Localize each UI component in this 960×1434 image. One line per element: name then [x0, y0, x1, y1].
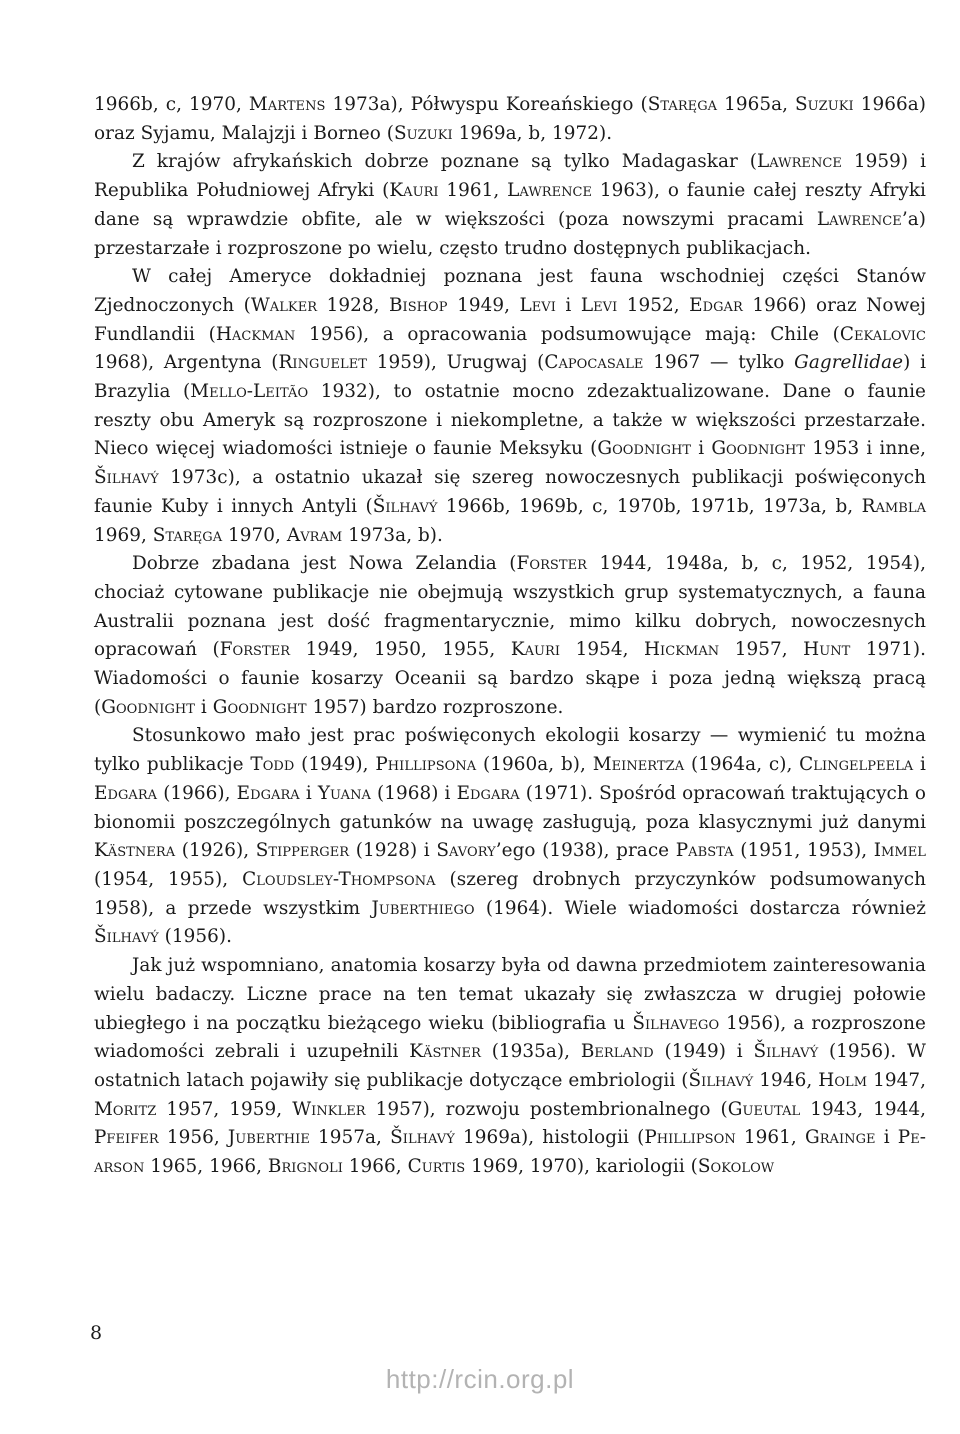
text-run: 1966b, 1969b, c, 1970b, 1971b, 1973a, b,	[437, 495, 862, 517]
text-run: 1971). Wiadomości o faunie kosarzy Oceanii są bardzo skąpe i poza jedną większą pracą (	[94, 639, 926, 718]
text-run: 1952,	[617, 294, 690, 316]
text-run: 1957), rozwoju postembrionalnego (	[365, 1098, 728, 1120]
text-run: 1953 i inne,	[805, 438, 926, 460]
author-name: Capocasale	[544, 352, 644, 374]
text-run: 1957, 1959,	[156, 1098, 293, 1120]
text-run: (1968) i	[370, 782, 457, 804]
author-name: Levi	[580, 294, 618, 316]
text-run: (1926),	[175, 840, 256, 862]
text-run: 1928,	[317, 294, 389, 316]
author-name: Avram	[286, 524, 343, 546]
author-name: Phillipsona	[375, 754, 477, 776]
author-name: Forster	[219, 639, 291, 661]
text-run: 1957,	[719, 639, 804, 661]
author-name: Walker	[250, 294, 318, 316]
author-name: Immel	[873, 840, 926, 862]
text-run: i	[299, 782, 318, 804]
text-run: 1967 — tylko	[643, 352, 795, 374]
text-run: i	[875, 1127, 898, 1149]
text-run: i	[913, 754, 926, 776]
text-run: 1970,	[222, 524, 287, 546]
author-name: Pearson	[94, 1127, 926, 1178]
text-run: Z krajów afrykańskich dobrze poznane są tylko Madagaskar (	[132, 151, 757, 173]
text-run: (1960a, b),	[476, 754, 593, 776]
text-run: 1957) bardzo rozproszone.	[306, 696, 564, 718]
footer-link[interactable]: http://rcin.org.pl	[385, 1364, 575, 1394]
author-name: Hickman	[643, 639, 720, 661]
author-name: Lawrence	[507, 180, 593, 202]
author-name: Šilhavý	[372, 495, 438, 517]
text-run: (1966),	[157, 782, 237, 804]
author-name: Berland	[580, 1041, 654, 1063]
author-name: Kästnera	[94, 840, 176, 862]
text-run: i	[555, 294, 581, 316]
text-run: 1966b, c, 1970,	[94, 94, 249, 115]
page-number: 8	[90, 1322, 103, 1344]
paragraph	[94, 263, 926, 550]
author-name: Hunt	[803, 639, 851, 661]
author-name: Juberthie	[227, 1127, 310, 1149]
author-name: Lawrence	[816, 208, 902, 230]
text-run: 1946,	[753, 1069, 819, 1091]
text-run: 1966,	[342, 1156, 408, 1178]
text-run: 1959), Urugwaj (	[366, 352, 545, 374]
author-name: Brignoli	[267, 1156, 343, 1178]
text-run: (1956). W ostatnich latach pojawiły się publikacje dotyczące embriologii (	[94, 1041, 927, 1091]
taxon-name: Gagrellidae	[794, 352, 904, 374]
author-name: Moritz	[94, 1098, 157, 1120]
text-run: 1965a,	[717, 94, 796, 115]
text-run: W całej Ameryce dokładniej poznana jest fauna wschodniej części Stanów Zjednoczonych (	[94, 266, 926, 316]
text-run: 1961,	[735, 1127, 805, 1149]
author-name: Sokolow	[697, 1156, 775, 1178]
text-run: (1949),	[294, 754, 376, 776]
author-name: Levi	[519, 294, 556, 316]
author-name: Todd	[250, 754, 295, 776]
author-name: Pabsta	[675, 840, 734, 862]
text-run: (1951, 1953),	[733, 840, 874, 862]
text-run: 1949, 1950, 1955,	[290, 639, 511, 661]
author-name: Grainge	[804, 1127, 876, 1149]
paragraph	[94, 148, 926, 263]
text-run: Jak już wspomniano, anatomia kosarzy była od dawna przedmiotem zainteresowania wielu badaczy. Liczne prace na ten temat ukazały się zwłaszcza w drugiej połowie ubiegłego i na początku bieżącego wieku (bibliografia u	[94, 955, 926, 1034]
text-run: 1968), Argentyna (	[94, 352, 279, 374]
author-name: Pfeifer	[94, 1127, 159, 1149]
author-name: Gueutal	[727, 1098, 801, 1120]
author-name: Edgara	[94, 782, 158, 804]
author-name: Martens	[248, 94, 326, 115]
author-name: Kauri	[389, 180, 439, 202]
author-name: Šilhavý	[94, 926, 159, 948]
body-text	[94, 91, 926, 1182]
text-run: 1949,	[447, 294, 520, 316]
author-name: Winkler	[292, 1098, 366, 1120]
text-run: 1973c), a ostatnio ukazał się szereg nowoczesnych publikacji poświęconych faunie Kuby i innych Antyli (	[94, 467, 926, 517]
text-run: 1963), o faunie całej reszty Afryki dane są wprawdzie obfite, ale w większości (poza nowszymi pracami	[94, 180, 926, 230]
text-run: 1969a), histologii (	[454, 1127, 645, 1149]
text-run: 1954,	[560, 639, 644, 661]
text-run: 1944, 1948a, b, c, 1952, 1954), chociaż cytowane publikacje nie obejmują wszystkich grup systematycznych, a fauna Australii poznana jest dość fragmentarycznie, mimo kilku dobrych, nowoczesnych opracowań (	[94, 553, 926, 661]
text-run: (1964). Wiele wiadomości dostarcza również	[474, 897, 926, 919]
author-name: Cloudsley-Thompsona	[242, 868, 436, 890]
text-run: i	[195, 696, 213, 718]
author-name: Edgar	[689, 294, 743, 316]
text-run: (1956).	[158, 926, 233, 948]
author-name: Šilhavý	[390, 1127, 455, 1149]
author-name: Staręga	[152, 524, 223, 546]
author-name: Goodnight	[212, 696, 307, 718]
author-name: Suzuki	[795, 94, 854, 115]
text-run: (1971). Spośród opracowań traktujących o bionomii poszczególnych gatunków na uwagę zasługują, poza klasycznymi już danymi	[94, 782, 926, 833]
text-run: ’ego (1938), prace	[495, 840, 676, 862]
author-name: Holm	[818, 1069, 868, 1091]
paragraph	[94, 550, 926, 722]
author-name: Kästner	[409, 1041, 481, 1063]
text-run: Stosunkowo mało jest prac poświęconych ekologii kosarzy — wymienić tu można tylko publikacje	[94, 725, 926, 776]
text-run: 1943, 1944,	[800, 1098, 926, 1120]
text-run: (1928) i	[349, 840, 437, 862]
text-run: 1973a), Półwyspu Koreańskiego (	[325, 94, 648, 115]
text-run: 1947,	[867, 1069, 926, 1091]
text-run: 1965, 1966,	[144, 1156, 268, 1178]
author-name: Šilhavý	[688, 1069, 754, 1091]
author-name: Šilhavego	[632, 1012, 720, 1034]
author-name: Stipperger	[255, 840, 350, 862]
text-run: 1969,	[94, 524, 153, 546]
author-name: Šilhavý	[94, 467, 159, 489]
author-name: Forster	[516, 553, 587, 575]
text-run: (szereg drobnych przyczynków podsumowanych 1958), a przede wszystkim	[94, 868, 926, 919]
author-name: Goodnight	[101, 696, 196, 718]
author-name: Kauri	[510, 639, 561, 661]
author-name: Šilhavý	[753, 1041, 819, 1063]
text-run: 1973a, b).	[342, 524, 443, 546]
author-name: Suzuki	[393, 122, 453, 144]
text-run: 1956,	[158, 1127, 228, 1149]
author-name: Goodnight	[597, 438, 692, 460]
text-run: 1966) oraz Nowej Fundlandii (	[94, 294, 926, 345]
text-run: 1932), to ostatnie mocno zdezaktualizowane. Dane o faunie reszty obu Ameryk są rozproszone i niekompletne, a także w większości przestarzałe. Nieco więcej wiadomości istnieje o faunie Meksyku (	[94, 381, 926, 460]
author-name: Curtis	[407, 1156, 466, 1178]
text-run: (1949) i	[653, 1041, 754, 1063]
author-name: Goodnight	[711, 438, 806, 460]
text-run: 1969a, b, 1972).	[452, 122, 613, 144]
author-name: Edgara	[236, 782, 300, 804]
text-run: 1961,	[438, 180, 508, 202]
text-run: 1956), a rozproszone wiadomości zebrali i uzupełnili	[94, 1012, 926, 1063]
paragraph	[94, 952, 926, 1182]
paragraph	[94, 722, 926, 952]
text-run: (1935a),	[480, 1041, 581, 1063]
author-name: Phillipson	[644, 1127, 736, 1149]
text-run: ’a) przestarzałe i rozproszone po wielu, często trudno dostępnych publikacjach.	[94, 208, 926, 259]
text-run: Dobrze zbadana jest Nowa Zelandia (	[132, 553, 517, 575]
author-name: Juberthiego	[371, 897, 475, 919]
author-name: Yuana	[317, 782, 371, 804]
author-name: Clingelpeela	[799, 754, 914, 776]
text-run: 1956), a opracowania podsumowujące mają: Chile (	[295, 323, 840, 345]
text-run: 1966a) oraz Syjamu, Malajzji i Borneo (	[94, 94, 926, 144]
author-name: Mello-Leitão	[190, 381, 309, 403]
author-name: Meinertza	[592, 754, 685, 776]
text-run: (1964a, c),	[684, 754, 800, 776]
author-name: Cekalovic	[839, 323, 926, 345]
author-name: Rambla	[861, 495, 927, 517]
author-name: Savory	[436, 840, 496, 862]
text-run: ) i Brazylia (	[94, 352, 926, 403]
text-run: 1969, 1970), kariologii (	[465, 1156, 698, 1178]
paragraph	[94, 91, 926, 148]
author-name: Ringuelet	[278, 352, 367, 374]
author-name: Staręga	[647, 94, 718, 115]
text-run: (1954, 1955),	[94, 868, 243, 890]
author-name: Edgara	[456, 782, 520, 804]
author-name: Bishop	[388, 294, 448, 316]
author-name: Lawrence	[756, 151, 842, 173]
text-run: 1957a,	[309, 1127, 391, 1149]
text-run: 1959) i Republika Południowej Afryki (	[94, 151, 926, 202]
author-name: Hackman	[215, 323, 296, 345]
text-run: i	[691, 438, 712, 460]
